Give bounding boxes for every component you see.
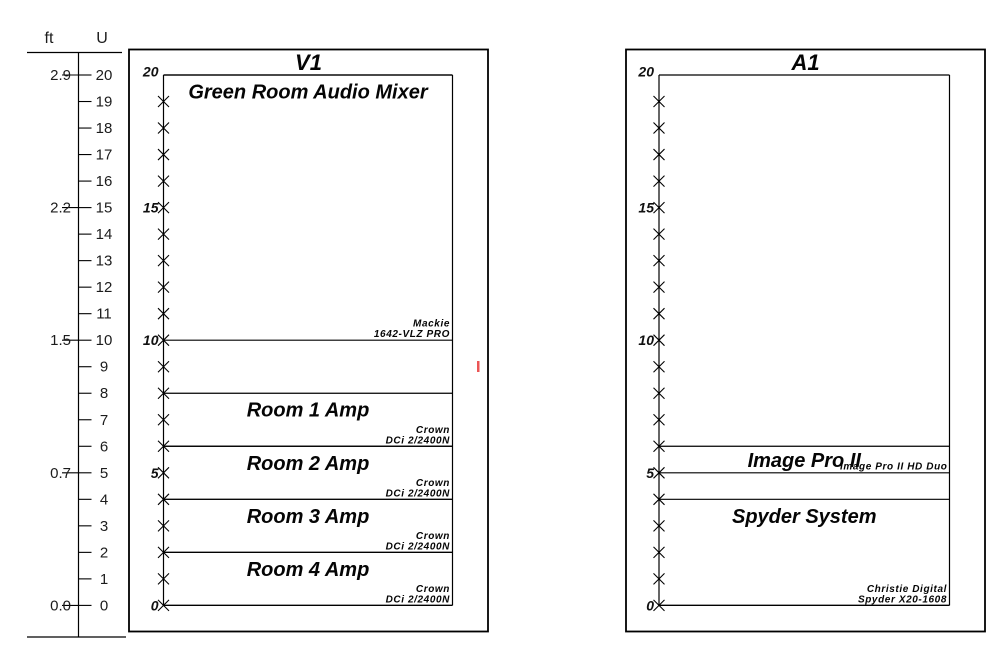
text-cursor <box>477 361 480 372</box>
equipment-model: 1642-VLZ PRO <box>373 329 450 341</box>
equipment-title: Room 3 Amp <box>246 505 370 528</box>
equipment-manufacturer: Crown <box>415 477 450 489</box>
u-tick-label: 8 <box>99 385 109 403</box>
equipment-model: Image Pro II HD Duo <box>839 461 948 473</box>
equipment-block <box>164 552 453 605</box>
ruler-scale <box>27 30 126 637</box>
rack-unit-label: 10 <box>142 332 159 349</box>
u-tick-label: 7 <box>99 411 109 429</box>
u-tick-label: 3 <box>99 517 109 535</box>
ruler-header-u: U <box>96 30 108 47</box>
u-tick-label: 0 <box>99 597 109 615</box>
rack-title: V1 <box>295 50 322 75</box>
equipment-model: DCi 2/2400N <box>385 435 450 447</box>
rack-title: A1 <box>791 50 820 75</box>
equipment-manufacturer: Crown <box>415 583 450 595</box>
u-tick-label: 5 <box>99 464 109 482</box>
equipment-manufacturer: Christie Digital <box>866 583 947 595</box>
u-tick-label: 1 <box>99 570 109 588</box>
rack-unit-label: 15 <box>638 199 654 216</box>
rack-unit-label: 20 <box>638 63 654 80</box>
equipment-block <box>164 75 453 340</box>
u-tick-label: 16 <box>95 173 113 191</box>
equipment-block <box>659 499 950 605</box>
equipment-manufacturer: Crown <box>415 530 450 542</box>
equipment-block <box>164 393 453 446</box>
equipment-title: Room 2 Amp <box>246 452 370 475</box>
equipment-model: DCi 2/2400N <box>385 488 450 500</box>
rack-unit-label: 5 <box>646 464 654 481</box>
equipment-model: DCi 2/2400N <box>385 541 450 553</box>
u-tick-label: 12 <box>95 279 113 297</box>
equipment-model: DCi 2/2400N <box>385 594 450 606</box>
u-tick-label: 4 <box>99 491 109 509</box>
rack-v1 <box>129 50 488 632</box>
equipment-block <box>164 499 453 552</box>
rack-unit-label: 5 <box>150 464 159 481</box>
u-tick-label: 18 <box>95 120 113 138</box>
equipment-title: Spyder System <box>731 505 877 528</box>
u-tick-label: 9 <box>99 358 109 376</box>
u-tick-label: 19 <box>95 93 113 111</box>
ft-tick-label: 2.2 <box>50 199 71 217</box>
equipment-model: Spyder X20-1608 <box>857 594 947 606</box>
equipment-manufacturer: Crown <box>415 424 450 436</box>
equipment-manufacturer: Mackie <box>413 318 450 330</box>
rack-unit-label: 20 <box>142 63 159 80</box>
u-tick-label: 13 <box>95 252 113 270</box>
equipment-title: Green Room Audio Mixer <box>188 81 428 104</box>
equipment-block <box>164 446 453 499</box>
u-tick-label: 11 <box>96 305 112 323</box>
ft-tick-label: 1.5 <box>50 332 71 350</box>
equipment-select-area[interactable] <box>164 75 453 340</box>
rack-unit-label: 15 <box>142 199 159 216</box>
ft-tick-label: 0.7 <box>50 464 71 482</box>
equipment-block <box>659 446 950 473</box>
equipment-title: Room 4 Amp <box>246 558 370 581</box>
equipment-title: Image Pro II <box>747 449 861 472</box>
u-tick-label: 10 <box>95 332 113 350</box>
rack-unit-label: 0 <box>646 597 654 614</box>
u-tick-label: 17 <box>95 146 113 164</box>
u-tick-label: 14 <box>95 226 113 244</box>
rack-unit-label: 0 <box>150 597 159 614</box>
rack-unit-label: 10 <box>638 332 654 349</box>
u-tick-label: 2 <box>99 544 109 562</box>
u-tick-label: 15 <box>95 199 113 217</box>
ft-tick-label: 0.0 <box>50 597 71 615</box>
ft-tick-label: 2.9 <box>50 67 71 84</box>
ruler-header-ft: ft <box>44 30 54 47</box>
u-tick-label: 20 <box>95 67 113 84</box>
equipment-title: Room 1 Amp <box>246 399 370 422</box>
rack-a1 <box>626 50 985 632</box>
u-tick-label: 6 <box>99 438 109 456</box>
